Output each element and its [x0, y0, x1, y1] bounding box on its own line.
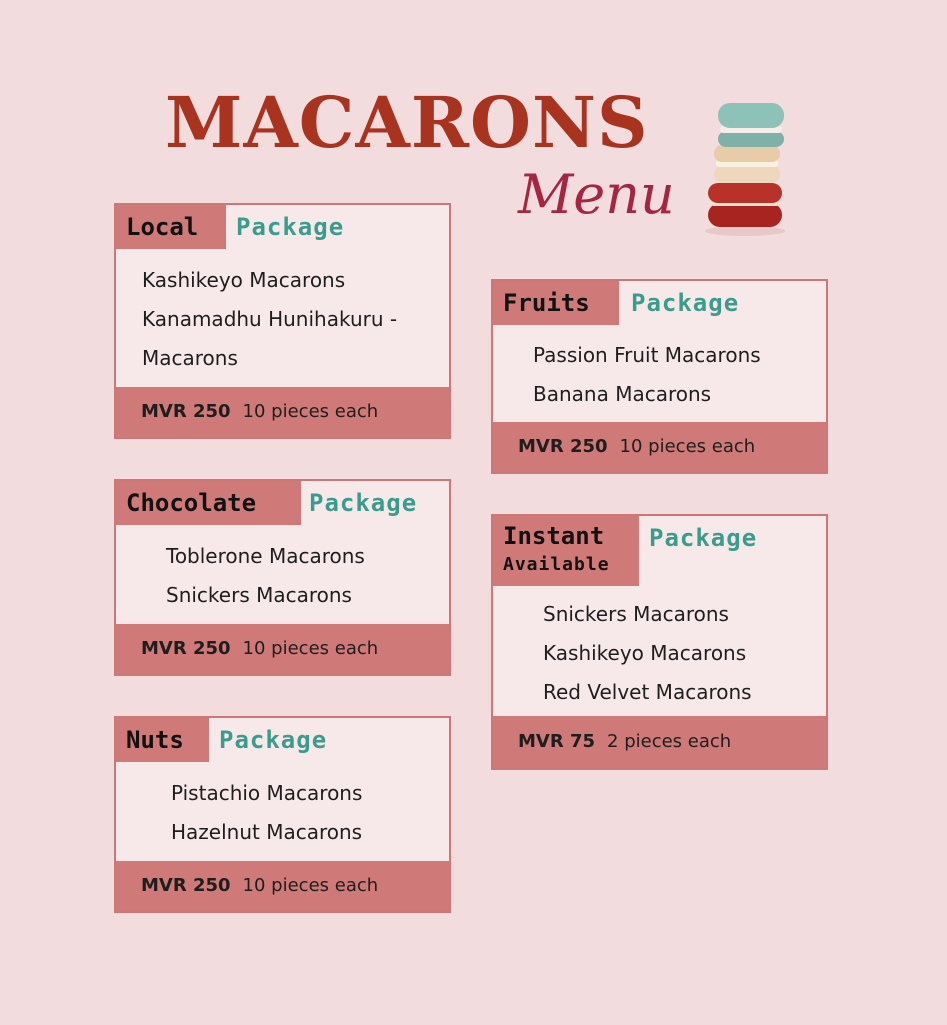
package-label: Package [309, 489, 418, 517]
price-bar [116, 387, 449, 437]
item-list [171, 774, 362, 852]
list-item: Hazelnut Macarons [171, 820, 363, 844]
list-item: Red Velvet Macarons [543, 680, 752, 704]
quantity: 2 pieces each [607, 731, 732, 752]
instant-package-card [491, 514, 828, 770]
menu-title: MACARONS [165, 81, 649, 164]
card-header [493, 281, 826, 325]
list-item: Kashikeyo Macarons [142, 268, 346, 292]
list-item: Kanamadhu Hunihakuru - [142, 307, 398, 331]
nuts-package-card [114, 716, 451, 913]
price: MVR 250 [141, 401, 231, 422]
price: MVR 250 [141, 875, 231, 896]
price-bar [116, 624, 449, 674]
item-list [142, 261, 397, 378]
item-list [166, 537, 365, 615]
macaron-stack-icon [700, 95, 790, 240]
price: MVR 75 [518, 731, 596, 752]
quantity: 10 pieces each [242, 875, 379, 896]
list-item: Snickers Macarons [166, 583, 352, 607]
item-list [533, 336, 761, 414]
package-name: Nuts [116, 718, 209, 762]
quantity: 10 pieces each [619, 436, 756, 457]
package-name-text: Instant [503, 522, 605, 550]
item-list [543, 595, 752, 712]
package-label: Package [631, 289, 740, 317]
list-item: Banana Macarons [533, 382, 712, 406]
price: MVR 250 [518, 436, 608, 457]
fruits-package-card [491, 279, 828, 474]
availability-label: Available [503, 554, 610, 575]
price-bar [116, 861, 449, 911]
card-header [116, 718, 449, 762]
card-header [116, 205, 449, 249]
menu-subtitle: Menu [518, 163, 675, 226]
package-name [493, 516, 639, 586]
package-name: Local [116, 205, 226, 249]
list-item: Toblerone Macarons [166, 544, 365, 568]
card-header [116, 481, 449, 525]
chocolate-package-card [114, 479, 451, 676]
price: MVR 250 [141, 638, 231, 659]
package-label: Package [219, 726, 328, 754]
price-bar [493, 422, 826, 472]
list-item: Kashikeyo Macarons [543, 641, 747, 665]
list-item: Pistachio Macarons [171, 781, 363, 805]
local-package-card [114, 203, 451, 439]
quantity: 10 pieces each [242, 638, 379, 659]
package-label: Package [649, 524, 758, 552]
package-name: Fruits [493, 281, 619, 325]
list-item: Passion Fruit Macarons [533, 343, 761, 367]
list-item: Macarons [142, 346, 238, 370]
quantity: 10 pieces each [242, 401, 379, 422]
price-bar [493, 716, 826, 768]
package-label: Package [236, 213, 345, 241]
package-name: Chocolate [116, 481, 301, 525]
list-item: Snickers Macarons [543, 602, 729, 626]
card-header [493, 516, 826, 586]
